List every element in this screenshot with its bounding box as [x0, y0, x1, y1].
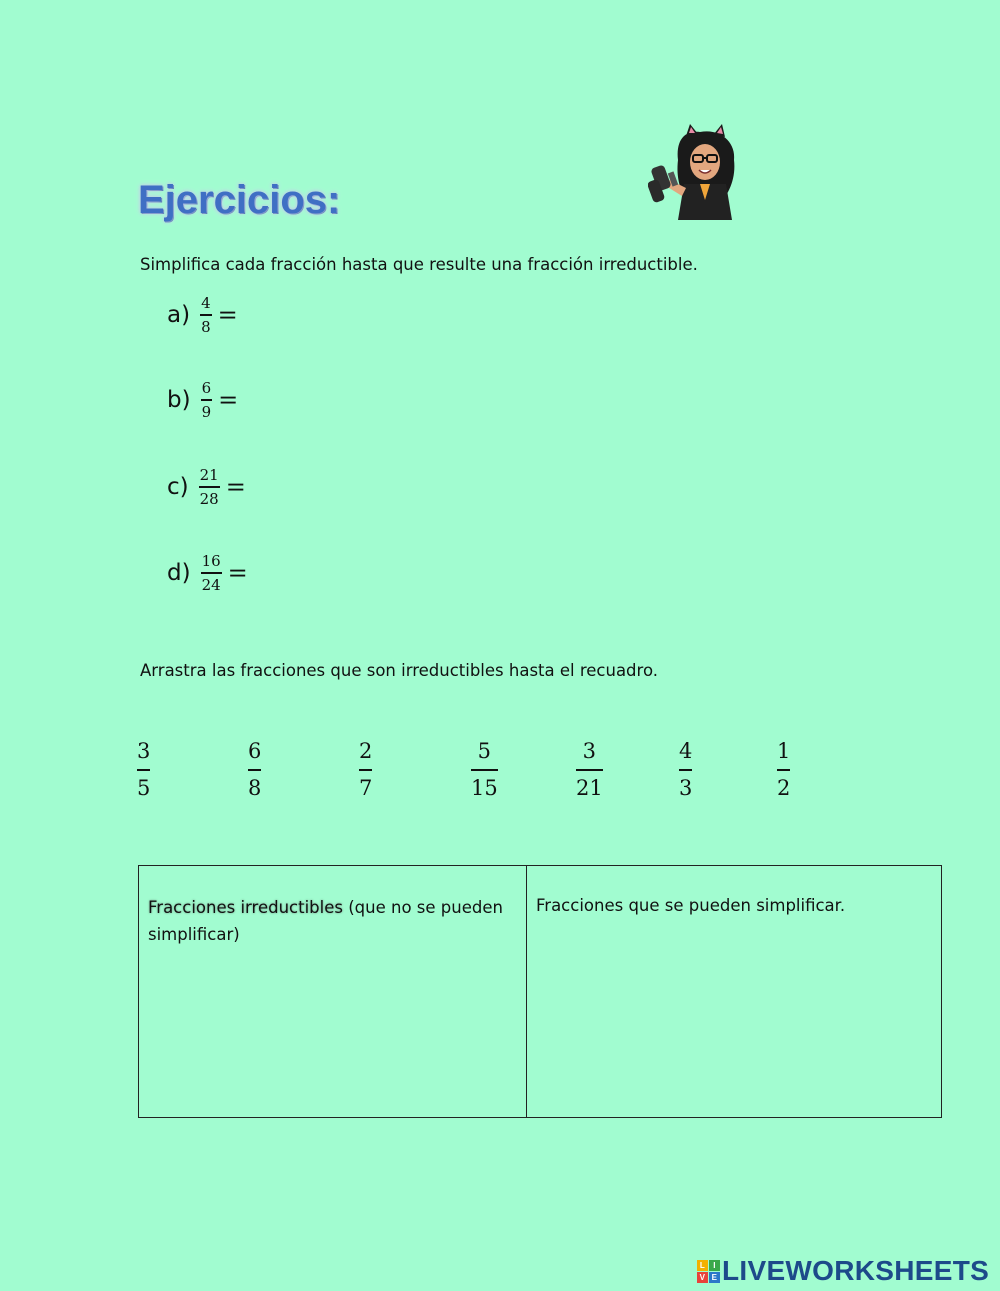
- equals-sign: =: [225, 473, 246, 501]
- exercise-letter: d): [167, 560, 191, 586]
- fraction: [201, 379, 213, 420]
- fraction-bar: [199, 486, 220, 487]
- logo-mark-letter: V: [697, 1272, 708, 1283]
- equals-sign: =: [217, 301, 238, 329]
- draggable-fraction[interactable]: [359, 738, 372, 801]
- draggable-fraction[interactable]: [777, 738, 790, 801]
- fraction-numerator: 4: [201, 294, 211, 313]
- fraction: [201, 552, 222, 593]
- fraction-denominator: 24: [201, 575, 221, 594]
- logo-mark-letter: I: [709, 1260, 720, 1271]
- equals-sign: =: [218, 386, 239, 414]
- fraction-numerator: 16: [201, 552, 221, 571]
- equals-sign: =: [227, 559, 248, 587]
- fraction-bar: [137, 769, 150, 771]
- fraction-denominator: 7: [359, 775, 373, 800]
- fraction-denominator: 3: [679, 775, 693, 800]
- fraction-denominator: 8: [248, 775, 262, 800]
- instruction-drag: Arrastra las fracciones que son irreductibles hasta el recuadro.: [140, 661, 659, 680]
- fraction-denominator: 5: [137, 775, 151, 800]
- fraction: [199, 466, 220, 507]
- fraction-denominator: 9: [201, 402, 212, 421]
- page-title: Ejercicios:: [138, 178, 341, 222]
- draggable-fraction[interactable]: [471, 738, 498, 801]
- draggable-fraction[interactable]: [679, 738, 692, 801]
- logo-mark-letter: L: [697, 1260, 708, 1271]
- logo-mark-letter: E: [709, 1272, 720, 1283]
- fraction-numerator: 4: [679, 739, 693, 763]
- fraction-bar: [777, 769, 790, 771]
- draggable-fraction[interactable]: [248, 738, 261, 801]
- fraction-numerator: 21: [199, 466, 219, 485]
- fraction-numerator: 6: [201, 379, 212, 398]
- fraction-denominator: 28: [199, 489, 219, 508]
- drop-zone-simplifiable[interactable]: [527, 866, 941, 1117]
- fraction-denominator: 15: [471, 775, 498, 800]
- fraction-numerator: 2: [359, 739, 373, 763]
- liveworksheets-logo: [697, 1255, 989, 1287]
- fraction-numerator: 1: [777, 739, 791, 763]
- fraction-numerator: 6: [248, 739, 262, 763]
- draggable-fraction[interactable]: [576, 738, 603, 801]
- draggable-fraction[interactable]: [137, 738, 150, 801]
- bitmoji-avatar-with-dumbbell: [648, 122, 752, 222]
- fraction-bar: [201, 399, 213, 400]
- fraction-denominator: 8: [201, 317, 211, 336]
- fraction: [200, 294, 212, 335]
- fraction-bar: [200, 314, 212, 315]
- exercise-letter: b): [167, 387, 191, 413]
- liveworksheets-logo-mark: [697, 1260, 720, 1283]
- fraction-denominator: 2: [777, 775, 791, 800]
- irreducible-heading-note: (que no se pueden simplificar): [148, 898, 503, 944]
- fraction-denominator: 21: [576, 775, 603, 800]
- fraction-bar: [576, 769, 603, 771]
- irreducible-heading: Fracciones irreductibles: [148, 898, 343, 917]
- exercise-c: [167, 457, 246, 517]
- exercise-letter: a): [167, 302, 191, 328]
- fraction-bar: [201, 572, 222, 573]
- fraction-numerator: 3: [137, 739, 151, 763]
- fraction-numerator: 5: [477, 739, 492, 763]
- exercise-d: [167, 543, 248, 603]
- exercise-b: [167, 370, 238, 430]
- sorting-table: [138, 865, 942, 1118]
- fraction-numerator: 3: [582, 739, 597, 763]
- fraction-bar: [248, 769, 261, 771]
- fraction-bar: [471, 769, 498, 771]
- instruction-simplify: Simplifica cada fracción hasta que resulte una fracción irreductible.: [140, 255, 698, 274]
- drop-zone-irreducible[interactable]: [139, 866, 527, 1117]
- fraction-bar: [679, 769, 692, 771]
- logo-text: LIVEWORKSHEETS: [722, 1255, 990, 1286]
- exercise-letter: c): [167, 474, 189, 500]
- exercise-a: [167, 285, 238, 345]
- simplifiable-heading: Fracciones que se pueden simplificar.: [536, 896, 846, 915]
- fraction-bar: [359, 769, 372, 771]
